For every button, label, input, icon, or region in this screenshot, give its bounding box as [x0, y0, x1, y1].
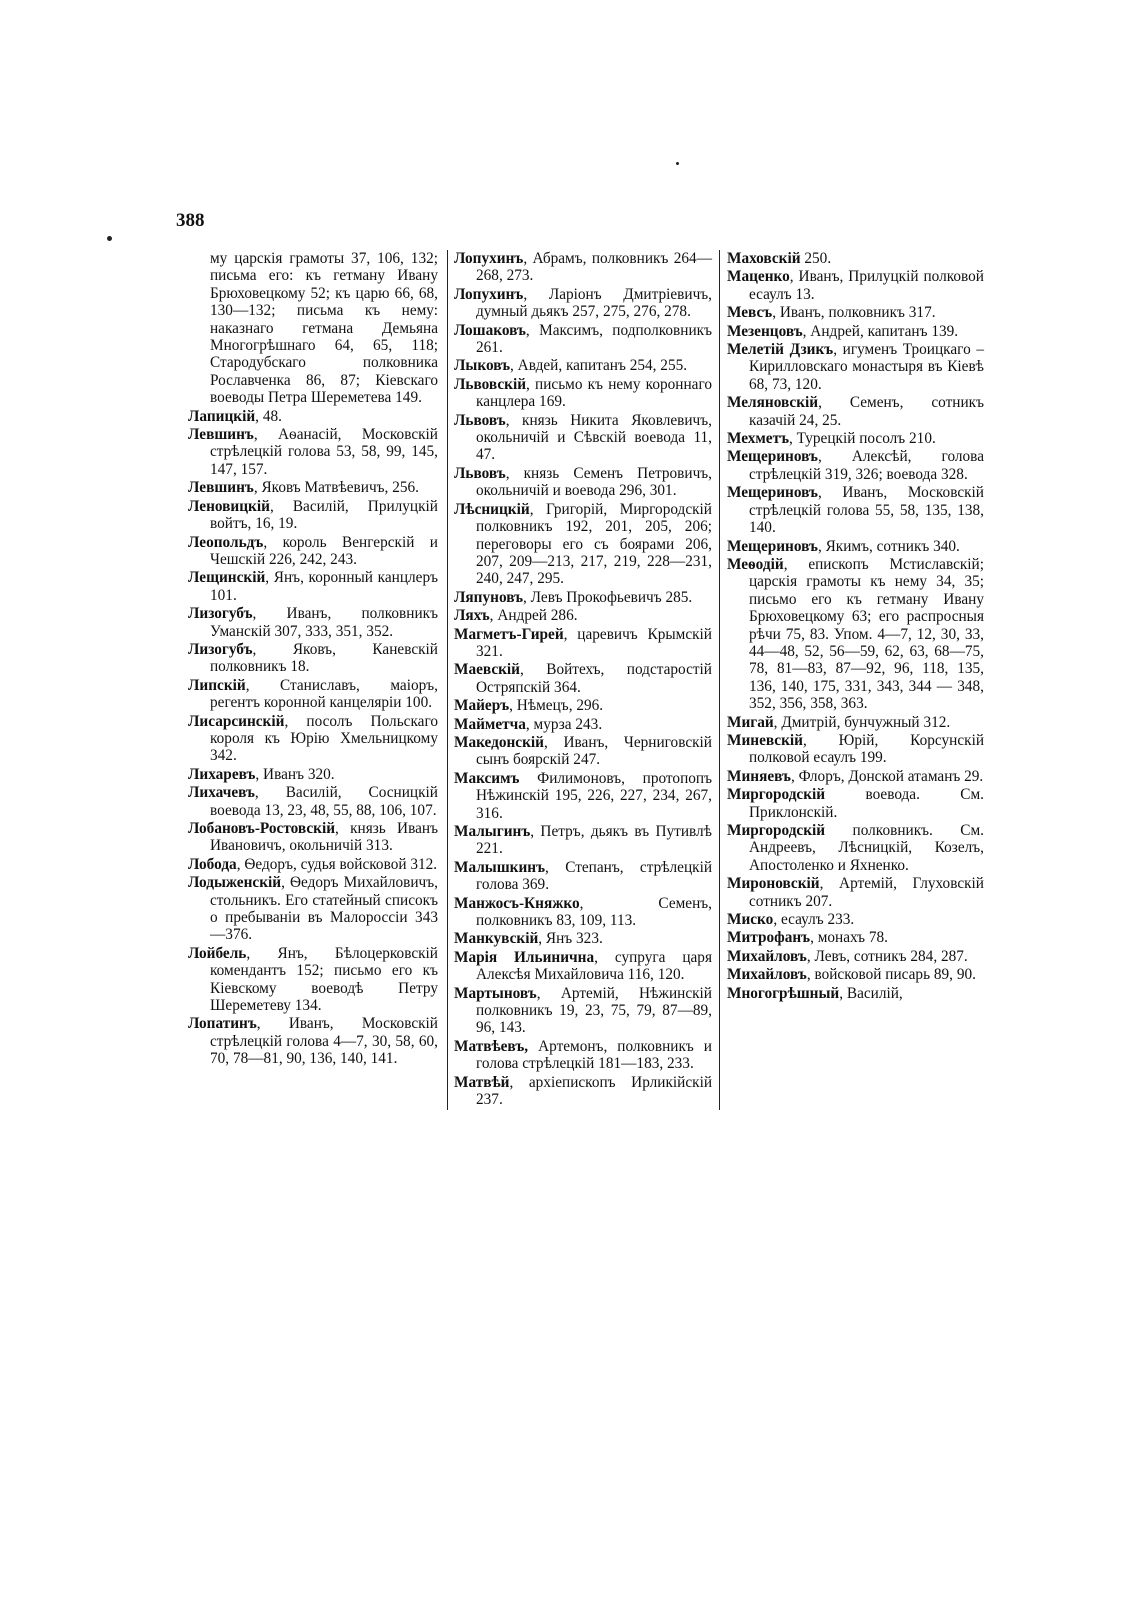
index-entry — [454, 465, 712, 500]
index-entry — [188, 1015, 438, 1067]
entry-headword: Миско — [727, 911, 774, 929]
entry-headword: Максимъ — [454, 769, 520, 787]
entry-headword: Майеръ — [454, 697, 510, 715]
column-divider — [447, 250, 448, 1110]
entry-text: , Андрей, капитанъ 139. — [802, 322, 959, 340]
entry-headword: Ляхъ — [454, 607, 490, 625]
entry-text: , Якимъ, сотникъ 340. — [817, 537, 960, 555]
index-entry — [727, 966, 984, 983]
entry-headword: Меѳодій — [727, 555, 784, 573]
index-entry — [188, 250, 438, 407]
index-entry — [454, 357, 712, 374]
index-entry — [188, 945, 438, 1015]
entry-text: , князь Иванъ Ивановичъ, окольничій 313. — [210, 820, 438, 855]
entry-text: , Янъ, Бѣлоцерковскій комендантъ 152; письмо его къ Кіевскому воеводѣ Петру Шереметеву 134. — [210, 944, 438, 1015]
entry-text: Артемонъ, полковникъ и голова стрѣлецкій 181—183, 233. — [476, 1037, 712, 1073]
entry-text: , супруга царя Алексѣя Михайловича 116, 120. — [476, 948, 712, 984]
index-entry — [188, 677, 438, 712]
index-entry — [188, 713, 438, 765]
entry-text: , мурза 243. — [525, 715, 603, 733]
entry-headword: Лихаревъ — [188, 765, 256, 783]
entry-headword: Лѣсницкій — [454, 500, 530, 518]
entry-text: , войсковой писарь 89, 90. — [806, 966, 976, 984]
index-entry — [454, 376, 712, 411]
entry-text: , Максимъ, подполковникъ 261. — [476, 321, 712, 357]
index-entry — [727, 538, 984, 555]
entry-headword: Магметъ-Гирей — [454, 625, 564, 643]
entry-text: , Василій, — [839, 984, 903, 1002]
entry-text: , Юрій, Корсунскій полковой есаулъ 199. — [749, 731, 984, 767]
entry-headword: Мещериновъ — [727, 448, 818, 466]
index-entry — [454, 626, 712, 661]
entry-text: , Василій, Прилуцкій войтъ, 16, 19. — [210, 497, 438, 533]
index-entry — [188, 641, 438, 676]
entry-headword: Лещинскій — [188, 569, 266, 587]
entry-text: , Семенъ, сотникъ казачій 24, 25. — [749, 394, 984, 429]
entry-text: , царевичъ Крымскій 321. — [476, 625, 712, 660]
entry-headword: Левшинъ — [188, 426, 254, 444]
entry-text: , Яковъ, Каневскій полковникъ 18. — [210, 640, 438, 676]
entry-headword: Михайловъ — [727, 947, 807, 965]
entry-headword: Львовъ — [454, 411, 506, 429]
entry-text: 250. — [800, 250, 832, 267]
entry-text: , Дмитрій, бунчужный 312. — [773, 713, 951, 731]
index-entry — [454, 286, 712, 321]
entry-headword: Манкувскій — [454, 930, 539, 948]
index-entry — [454, 661, 712, 696]
entry-headword: Михайловъ — [727, 966, 807, 984]
entry-text: , Григорій, Миргородскій полковникъ 192, 201, 205, 206; переговоры его съ боярами 206, 207, 209—213, 217, 219, 228—231, 240, 247, 295. — [476, 500, 712, 588]
entry-text: , Иванъ, Черниговскій сынъ боярскій 247. — [476, 733, 712, 769]
entry-text: , Семенъ, полковникъ 83, 109, 113. — [476, 894, 712, 930]
entry-text: , Алексѣй, голова стрѣлецкій 319, 326; воевода 328. — [749, 448, 984, 483]
entry-headword: Миняевъ — [727, 767, 791, 785]
index-entry — [188, 784, 438, 819]
index-entry — [188, 856, 438, 873]
entry-headword: Лопухинъ — [454, 250, 524, 267]
index-entry — [188, 426, 438, 478]
index-entry — [454, 734, 712, 769]
print-speck — [107, 236, 112, 241]
index-entry — [727, 786, 984, 821]
entry-headword: Львовъ — [454, 464, 506, 482]
entry-headword: Миргородскій — [727, 786, 826, 804]
index-entry — [727, 250, 984, 267]
entry-text: , монахъ 78. — [810, 929, 888, 947]
entry-headword: Митрофанъ — [727, 929, 811, 947]
entry-headword: Малышкинъ — [454, 858, 546, 876]
entry-headword: Лошаковъ — [454, 321, 526, 339]
entry-headword: Матвѣевъ, — [454, 1037, 529, 1055]
entry-headword: Марія Ильинична — [454, 948, 595, 966]
index-column-3 — [727, 250, 984, 1003]
index-entry — [188, 534, 438, 569]
entry-text: , Войтехъ, подстаростій Остряпскій 364. — [476, 661, 712, 696]
entry-text: , Василій, Сосницкій воевода 13, 23, 48, 55, 88, 106, 107. — [210, 784, 438, 819]
index-entry — [727, 822, 984, 874]
entry-text: , Нѣмецъ, 296. — [509, 697, 604, 715]
entry-text: , архіепископъ Ирликійскій 237. — [476, 1073, 712, 1109]
entry-text: , Абрамъ, полковникъ 264—268, 273. — [476, 250, 712, 285]
entry-text: , посолъ Польскаго короля къ Юрію Хмельницкому 342. — [210, 712, 438, 765]
index-entry — [727, 732, 984, 767]
entry-headword: Лисарсинскій — [188, 712, 285, 730]
index-entry — [727, 448, 984, 483]
entry-text: , Иванъ, Московскій стрѣлецкій голова 4—7, 30, 58, 60, 70, 78—81, 90, 136, 140, 141. — [210, 1015, 438, 1068]
entry-text: , князь Никита Яковлевичъ, окольничій и Сѣвскій воевода 11, 47. — [476, 411, 712, 464]
entry-headword: Лопухинъ — [454, 285, 524, 303]
index-entry — [727, 556, 984, 713]
entry-text: , Иванъ 320. — [255, 765, 335, 783]
entry-text: , есаулъ 233. — [773, 911, 855, 929]
index-entry — [727, 268, 984, 303]
print-speck — [676, 162, 679, 165]
entry-text: , Ларіонъ Дмитріевичъ, думный дьякъ 257, 275, 276, 278. — [476, 285, 712, 321]
index-entry — [454, 589, 712, 606]
page-number: 388 — [176, 210, 205, 231]
entry-headword: Лизогубъ — [188, 605, 253, 623]
index-entry — [454, 949, 712, 984]
entry-text: , Аѳанасій, Московскій стрѣлецкій голова 53, 58, 99, 145, 147, 157. — [210, 426, 438, 478]
entry-text: , Иванъ, Прилуцкій полковой есаулъ 13. — [749, 268, 984, 303]
index-entry — [454, 322, 712, 357]
index-entry — [727, 875, 984, 910]
entry-headword: Ляпуновъ — [454, 588, 524, 606]
entry-headword: Мигай — [727, 713, 774, 731]
entry-text: , Ѳедоръ Михайловичъ, стольникъ. Его статейный списокъ о пребываніи въ Малороссіи 343—376. — [210, 874, 438, 944]
index-entry — [727, 484, 984, 536]
index-entry — [454, 859, 712, 894]
entry-headword: Мещериновъ — [727, 484, 818, 502]
entry-text: му царскія грамоты 37, 106, 132; письма его: къ гетману Ивану Брюховецкому 52; къ царю 66, 68, 130—132; письма къ нему: наказнаго гетмана Демьяна Многогрѣшнаго 64, 65, 118; Стародубскаго полковника Рославченка 86, 87; Кіевскаго воеводы Петра Шереметева 149. — [210, 250, 438, 407]
index-column-1 — [188, 250, 438, 1069]
index-entry — [454, 250, 712, 285]
index-entry — [727, 929, 984, 946]
index-entry — [454, 930, 712, 947]
index-entry — [454, 412, 712, 464]
entry-text: , Иванъ, полковникъ 317. — [772, 304, 936, 322]
entry-headword: Мартыновъ — [454, 984, 537, 1002]
index-entry — [727, 430, 984, 447]
entry-text: , Турецкій посолъ 210. — [789, 430, 936, 448]
entry-headword: Маценко — [727, 268, 790, 286]
entry-text: Филимоновъ, протопопъ Нѣжинскій 195, 226, 227, 234, 267, 316. — [476, 769, 712, 822]
entry-headword: Манжосъ-Княжко — [454, 894, 580, 912]
entry-headword: Лихачевъ — [188, 784, 255, 802]
index-entry — [727, 768, 984, 785]
entry-headword: Лойбель — [188, 944, 247, 962]
entry-headword: Мещериновъ — [727, 537, 818, 555]
index-entry — [727, 714, 984, 731]
entry-headword: Многогрѣшный — [727, 984, 840, 1002]
entry-headword: Мелетій Дзикъ — [727, 341, 834, 359]
entry-text: , Янъ, коронный канцлеръ 101. — [210, 569, 438, 604]
index-entry — [727, 911, 984, 928]
index-entry — [454, 697, 712, 714]
entry-text: , Иванъ, Московскій стрѣлецкій голова 55, 58, 135, 138, 140. — [749, 484, 984, 537]
entry-text: , Авдей, капитанъ 254, 255. — [510, 357, 688, 375]
entry-headword: Мироновскій — [727, 875, 820, 893]
index-entry — [727, 394, 984, 429]
entry-headword: Мевсъ — [727, 304, 773, 322]
entry-text: воевода. См. Приклонскій. — [749, 786, 984, 821]
index-entry — [454, 823, 712, 858]
entry-text: , Иванъ, полковникъ Уманскій 307, 333, 351, 352. — [210, 605, 438, 640]
index-entry — [188, 766, 438, 783]
entry-headword: Лобода — [188, 855, 237, 873]
entry-headword: Лопатинъ — [188, 1015, 257, 1033]
entry-text: , король Венгерскій и Чешскій 226, 242, 243. — [210, 533, 438, 568]
index-entry — [454, 1074, 712, 1109]
index-entry — [454, 716, 712, 733]
entry-headword: Матвѣй — [454, 1073, 510, 1091]
entry-headword: Лобановъ-Ростовскій — [188, 820, 336, 837]
entry-headword: Левшинъ — [188, 479, 254, 497]
entry-headword: Маховскій — [727, 250, 801, 267]
entry-text: , Андрей 286. — [489, 607, 578, 625]
entry-text: , князь Семенъ Петровичъ, окольничій и воевода 296, 301. — [476, 464, 712, 500]
entry-text: , Станиславъ, маіоръ, регентъ коронной канцеляріи 100. — [210, 676, 438, 712]
entry-headword: Мезенцовъ — [727, 322, 803, 340]
index-entry — [454, 985, 712, 1037]
entry-text: полковникъ. См. Андреевъ, Лѣсницкій, Козелъ, Апостоленко и Яхненко. — [749, 822, 984, 874]
entry-headword: Лапицкій — [188, 407, 256, 425]
entry-text: , письмо къ нему короннаго канцлера 169. — [476, 375, 712, 411]
entry-text: , епископъ Мстиславскій; царскія грамоты къ нему 34, 35; письмо его къ гетману Ивану Брюховецкому 63; его распросныя рѣчи 75, 83. Упом. 4—7, 12, 30, 33, 44—48, 52, 56—59, 62, 63, 68—75, 78, 81—83, 87—92, 96, 118, 135, 136, 140, 175, 331, 343, 344 — 348, 352, 356, 358, 363. — [749, 555, 984, 713]
index-entry — [727, 304, 984, 321]
entry-text: , Флоръ, Донской атаманъ 29. — [790, 767, 984, 785]
entry-headword: Малыгинъ — [454, 823, 531, 840]
index-entry — [454, 607, 712, 624]
entry-text: , Артемій, Нѣжинскій полковникъ 19, 23, 75, 79, 87—89, 96, 143. — [476, 984, 712, 1037]
entry-headword: Львовскій — [454, 375, 527, 393]
entry-text: , Петръ, дьякъ въ Путивлѣ 221. — [476, 823, 712, 858]
index-entry — [454, 770, 712, 822]
entry-text: , Левъ Прокофьевичъ 285. — [523, 588, 693, 606]
entry-text: , 48. — [255, 407, 282, 425]
index-entry — [454, 501, 712, 588]
index-entry — [727, 341, 984, 393]
entry-headword: Меляновскій — [727, 394, 819, 412]
index-entry — [188, 874, 438, 944]
entry-headword: Маевскій — [454, 661, 520, 679]
index-entry — [454, 1038, 712, 1073]
entry-headword: Майметча — [454, 715, 526, 733]
entry-text: , Левъ, сотникъ 284, 287. — [806, 947, 968, 965]
index-entry — [727, 985, 984, 1002]
entry-text: , Степанъ, стрѣлецкій голова 369. — [476, 858, 712, 894]
index-entry — [727, 323, 984, 340]
entry-text: , Ѳедоръ, судья войсковой 312. — [236, 855, 438, 873]
entry-headword: Липскій — [188, 676, 246, 694]
entry-headword: Леопольдъ — [188, 533, 264, 551]
entry-text: , игуменъ Троицкаго – Кирилловскаго монастыря въ Кіевѣ 68, 73, 120. — [749, 341, 984, 393]
index-entry — [188, 479, 438, 496]
entry-headword: Миневскій — [727, 731, 803, 749]
index-entry — [188, 498, 438, 533]
entry-headword: Миргородскій — [727, 822, 826, 839]
entry-text: , Яковъ Матвѣевичъ, 256. — [253, 479, 419, 497]
entry-text: , Янъ 323. — [538, 930, 603, 948]
entry-headword: Македонскій — [454, 733, 544, 751]
entry-headword: Лодыженскій — [188, 874, 282, 892]
index-entry — [727, 948, 984, 965]
entry-headword: Лыковъ — [454, 357, 511, 375]
entry-headword: Мехметъ — [727, 430, 790, 448]
column-divider — [719, 250, 720, 1110]
index-entry — [188, 408, 438, 425]
index-entry — [454, 895, 712, 930]
entry-headword: Лизогубъ — [188, 640, 253, 658]
index-entry — [188, 820, 438, 855]
index-entry — [188, 569, 438, 604]
index-entry — [188, 605, 438, 640]
entry-headword: Леновицкій — [188, 497, 270, 515]
index-column-2 — [454, 250, 712, 1110]
entry-text: , Артемій, Глуховскій сотникъ 207. — [749, 875, 984, 910]
